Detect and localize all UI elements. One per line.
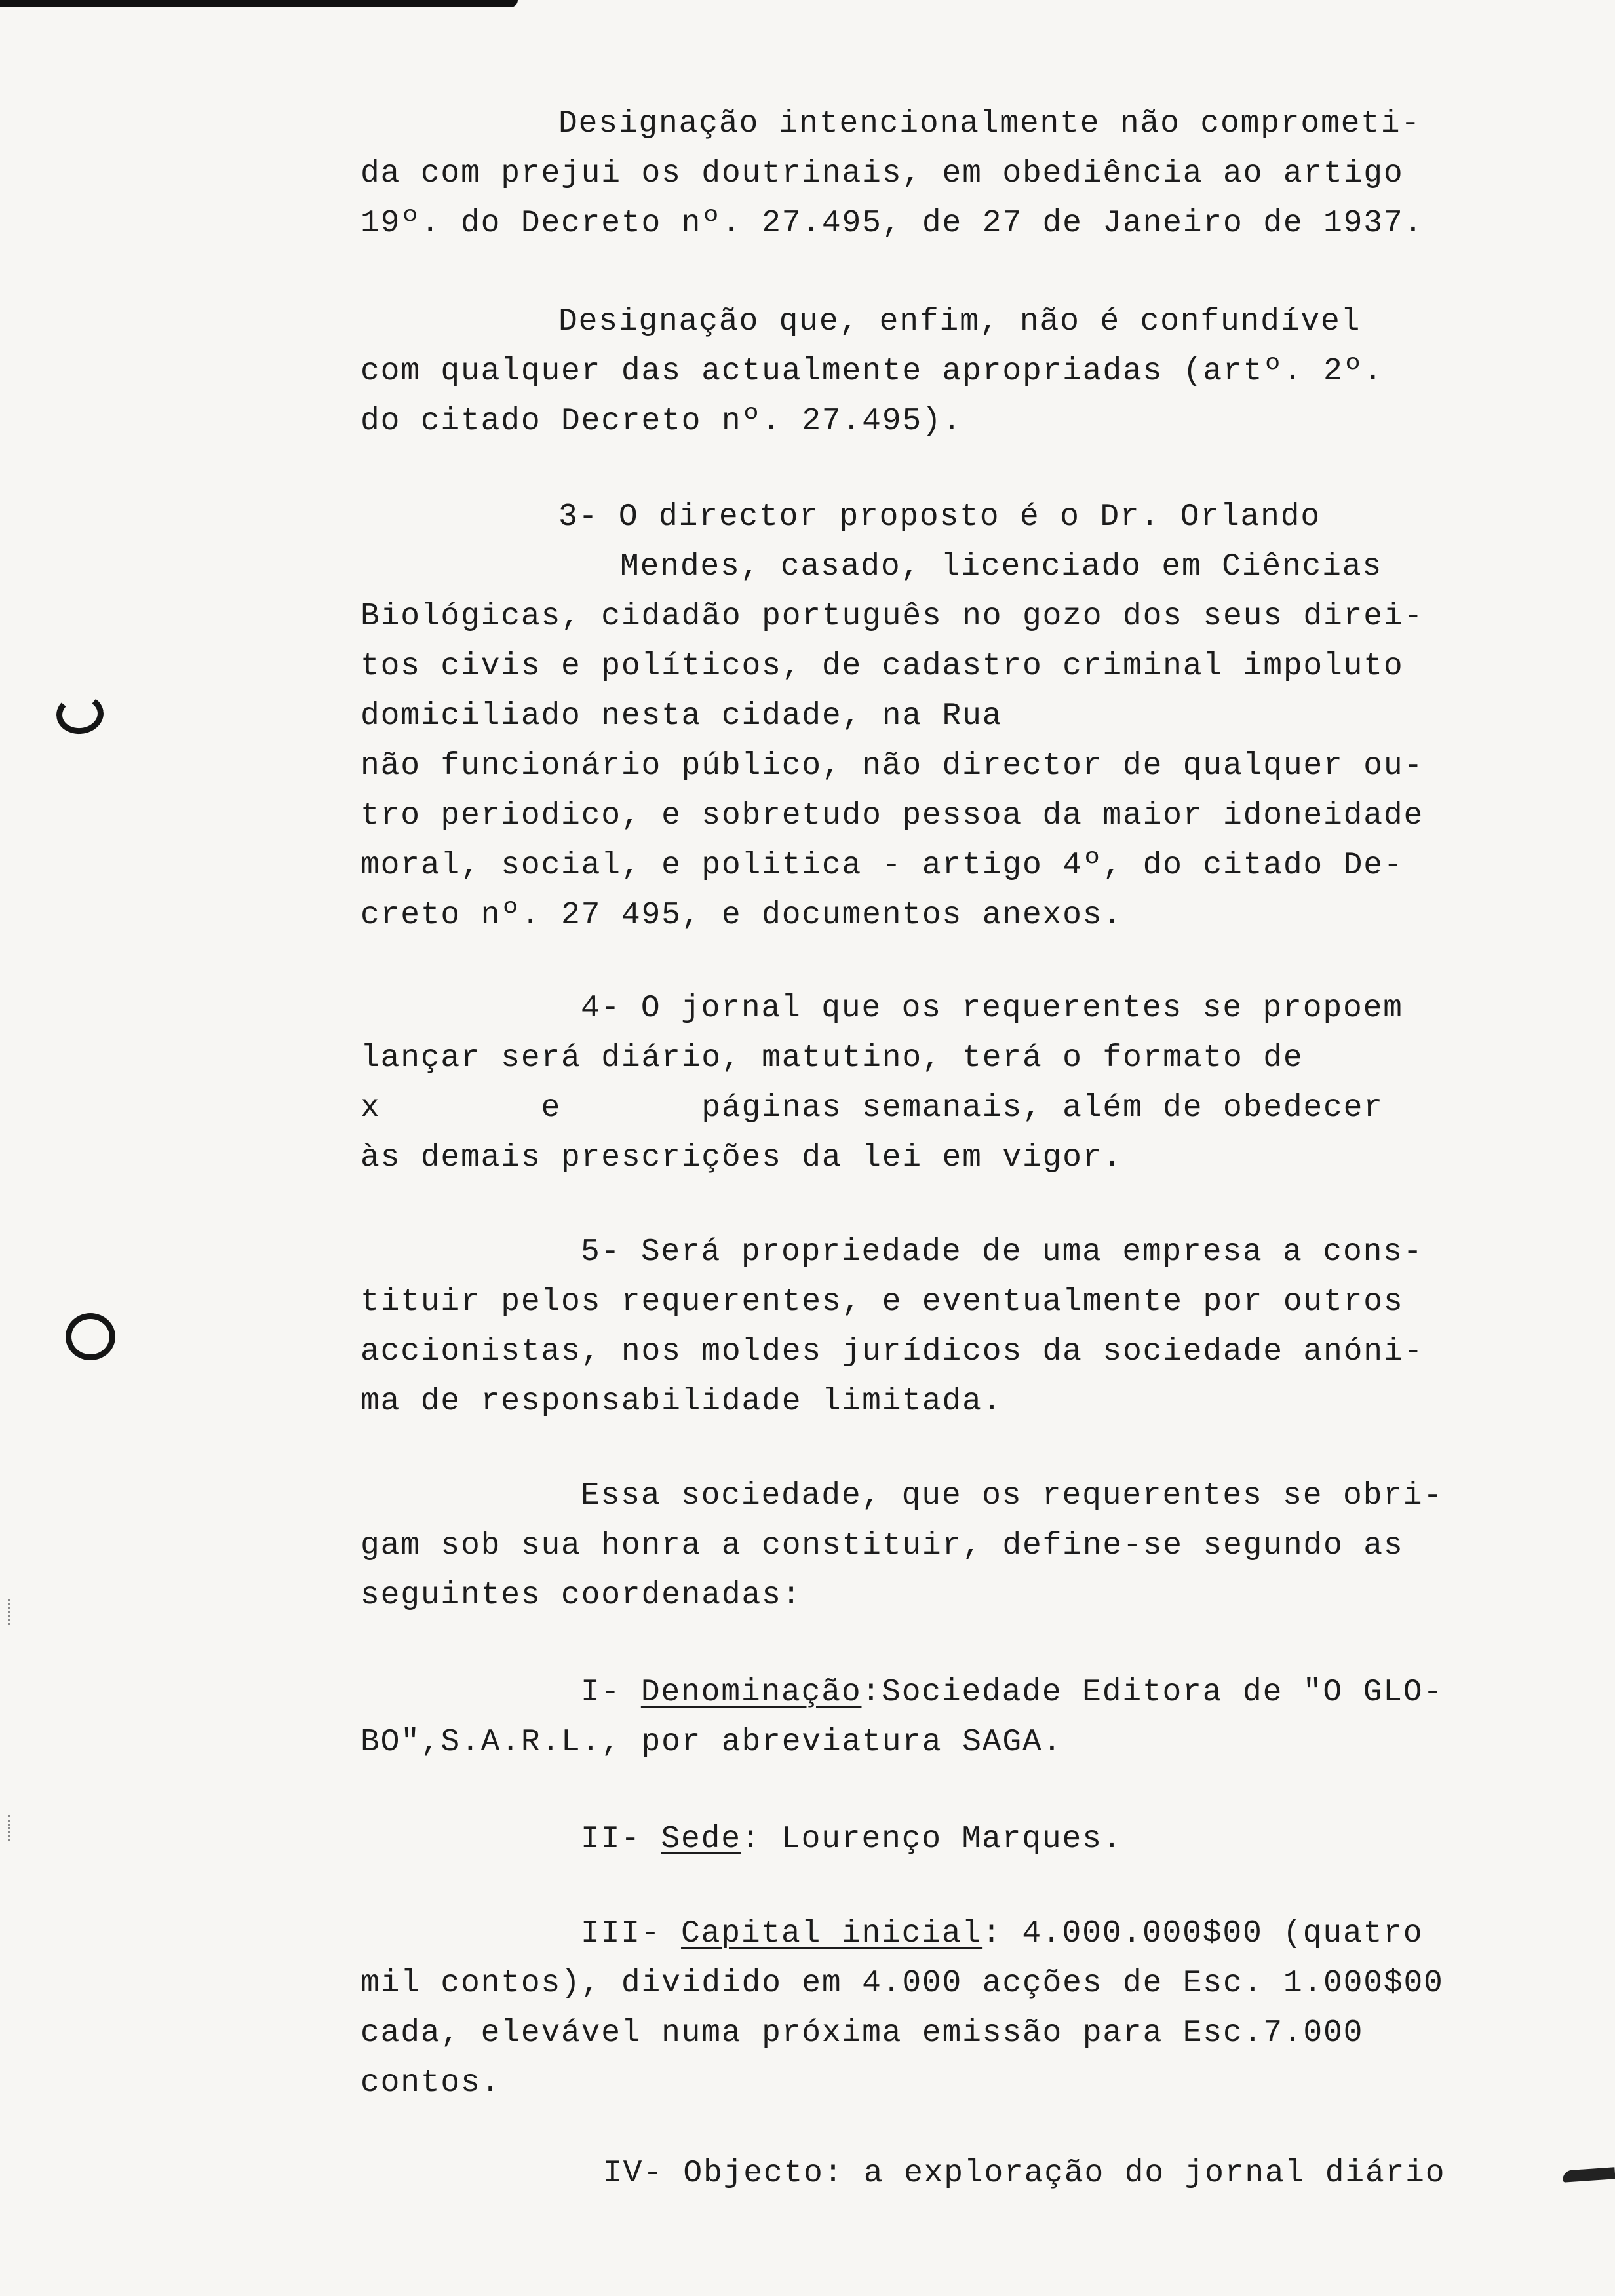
text-line: às demais prescrições da lei em vigor. (360, 1140, 1123, 1176)
text-line: não funcionário público, não director de qualquer ou- (360, 748, 1424, 784)
text-line: 19º. do Decreto nº. 27.495, de 27 de Janeiro de 1937. (360, 206, 1424, 241)
text-line (581, 1675, 1443, 1710)
margin-speck (8, 1599, 14, 1625)
text-line: accionistas, nos moldes jurídicos da sociedade anóni- (360, 1334, 1424, 1369)
punch-hole-top (54, 692, 106, 736)
text-line: tituir pelos requerentes, e eventualmente por outros (360, 1284, 1404, 1320)
text-line: Essa sociedade, que os requerentes se obri- (581, 1478, 1444, 1514)
item-numeral: III- (581, 1916, 661, 1951)
item-label: Denominação (640, 1675, 862, 1710)
text-line: 3- O director proposto é o Dr. Orlando (558, 499, 1321, 535)
text-line: moral, social, e politica - artigo 4º, do citado De- (360, 848, 1404, 883)
text-line: Mendes, casado, licenciado em Ciências (620, 549, 1382, 584)
item-numeral: I- (581, 1675, 621, 1710)
item-text: :Sociedade Editora de "O GLO- (861, 1675, 1444, 1710)
text-line: da com prejui os doutrinais, em obediência ao artigo (360, 156, 1404, 191)
item-label: Capital inicial (681, 1916, 983, 1951)
text-line: tro periodico, e sobretudo pessoa da maior idoneidade (360, 798, 1424, 833)
text-line: ma de responsabilidade limitada. (360, 1384, 1003, 1419)
text-line: IV- Objecto: a exploração do jornal diário (603, 2156, 1446, 2191)
item-text: : 4.000.000$00 (quatro (982, 1916, 1424, 1951)
text-line: mil contos), dividido em 4.000 acções de Esc. 1.000$00 (360, 1966, 1444, 2001)
text-line: gam sob sua honra a constituir, define-se segundo as (360, 1528, 1404, 1563)
edge-smudge-mark (1562, 2167, 1615, 2183)
item-text: : Lourenço Marques. (741, 1822, 1123, 1857)
text-line: x e páginas semanais, além de obedecer (360, 1090, 1384, 1126)
text-line (581, 1916, 1423, 1951)
text-line: domiciliado nesta cidade, na Rua (360, 698, 1003, 734)
text-line: tos civis e políticos, de cadastro criminal impoluto (360, 649, 1404, 684)
text-line: 4- O jornal que os requerentes se propoem (581, 991, 1403, 1026)
text-line: contos. (360, 2065, 501, 2101)
text-line: com qualquer das actualmente apropriadas (artº. 2º. (360, 354, 1384, 389)
text-line: Designação intencionalmente não comprometi- (558, 106, 1422, 142)
text-line: cada, elevável numa próxima emissão para Esc.7.000 (360, 2016, 1364, 2051)
text-line: Biológicas, cidadão português no gozo dos seus direi- (360, 599, 1424, 634)
item-label: Sede (661, 1822, 741, 1857)
top-edge-rule (0, 0, 518, 7)
punch-hole-bottom (66, 1313, 115, 1360)
text-line: do citado Decreto nº. 27.495). (360, 404, 963, 439)
text-line: Designação que, enfim, não é confundível (558, 304, 1361, 339)
margin-speck (8, 1815, 14, 1841)
item-numeral: II- (581, 1822, 641, 1857)
text-line: lançar será diário, matutino, terá o formato de (360, 1041, 1304, 1076)
text-line: creto nº. 27 495, e documentos anexos. (360, 898, 1123, 933)
text-line: 5- Será propriedade de uma empresa a cons- (581, 1234, 1424, 1270)
text-line: seguintes coordenadas: (360, 1578, 802, 1613)
text-line: BO",S.A.R.L., por abreviatura SAGA. (360, 1725, 1063, 1760)
text-line (581, 1822, 1122, 1857)
